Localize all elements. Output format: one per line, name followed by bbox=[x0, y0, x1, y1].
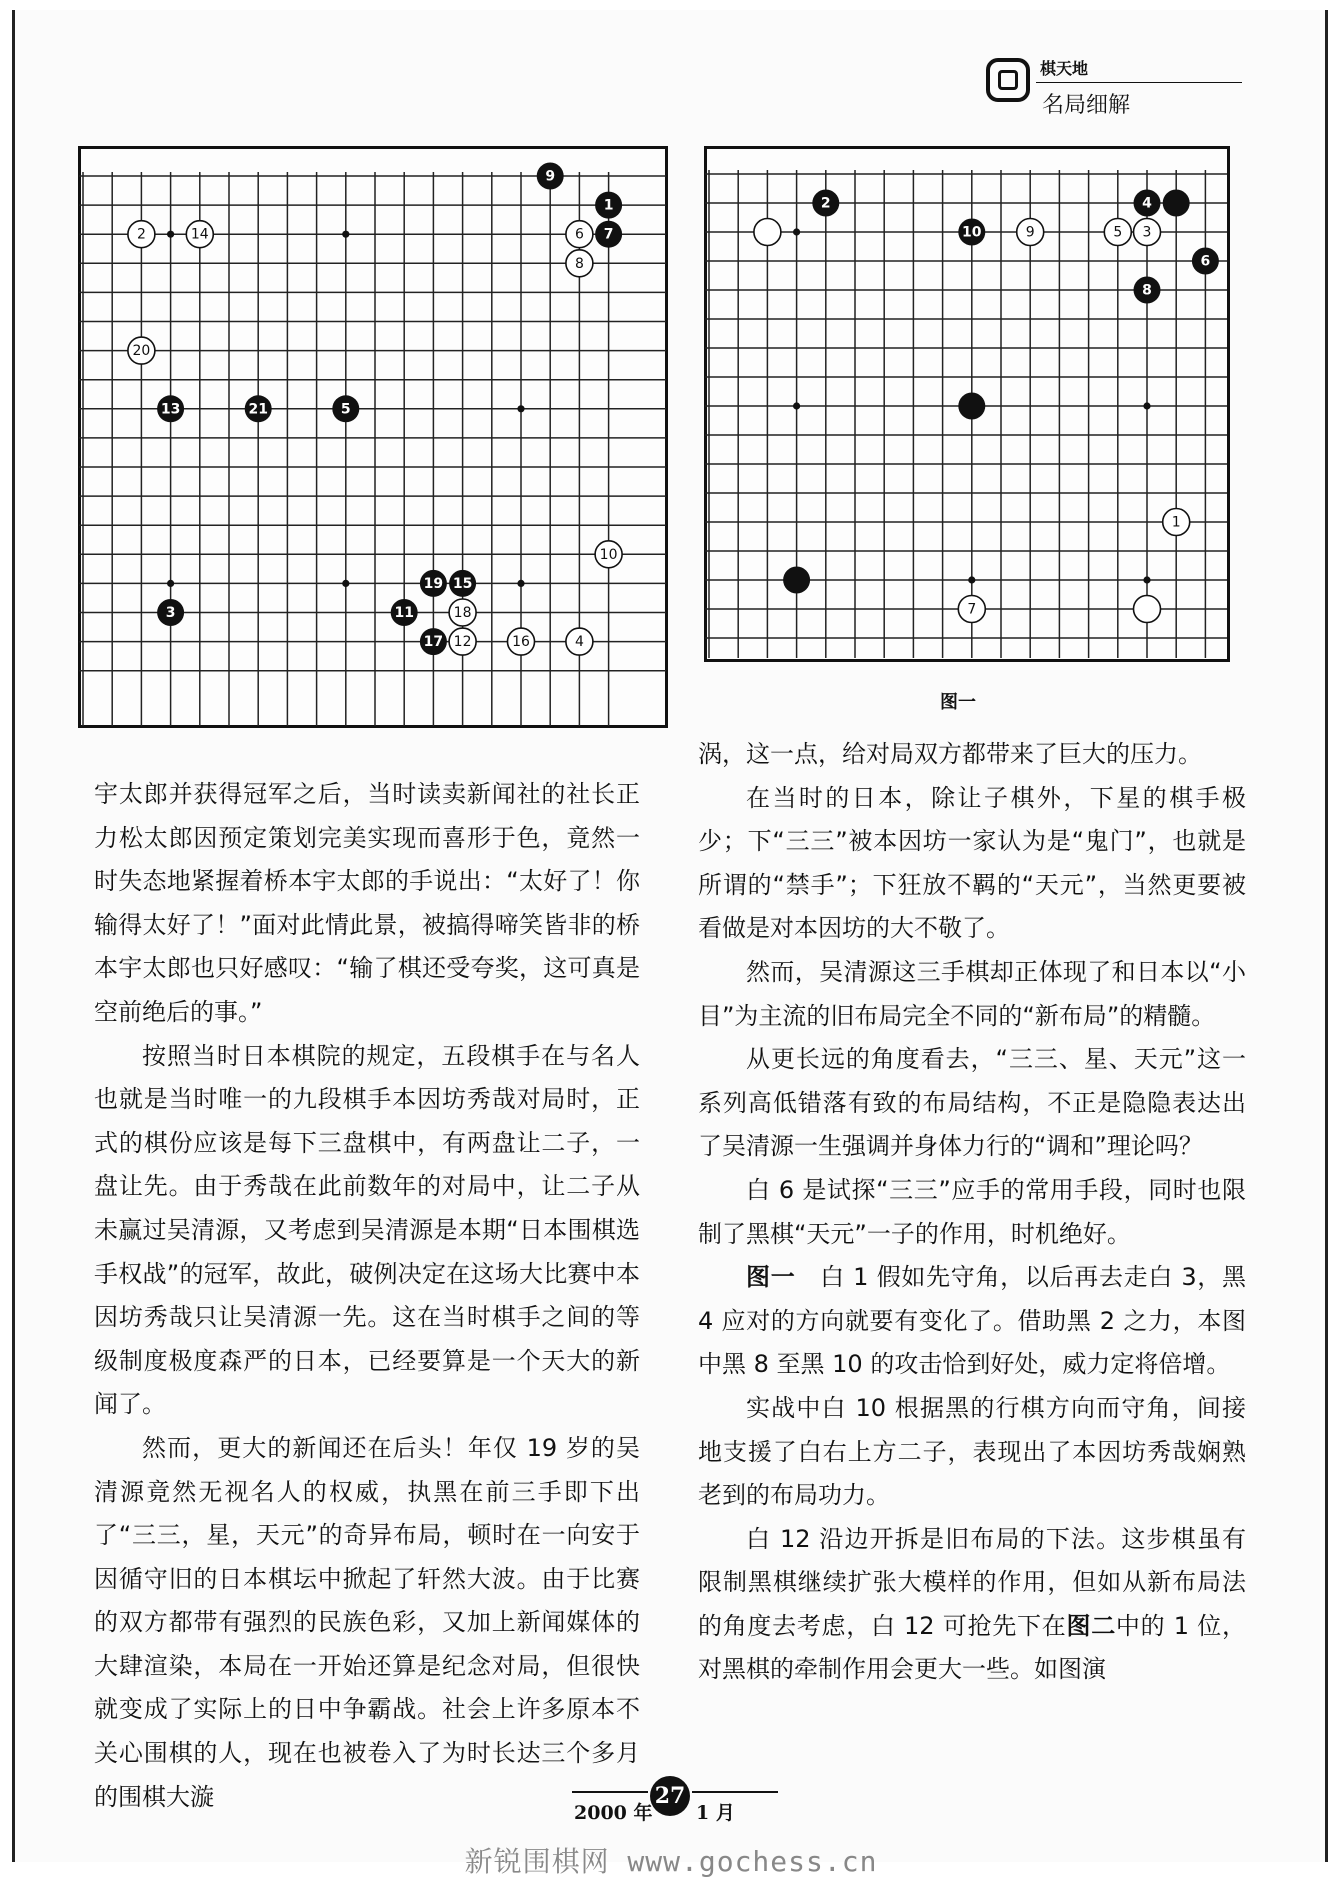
white-stone bbox=[1017, 219, 1044, 246]
move-number: 21 bbox=[248, 401, 268, 418]
figure-reference: 图一 bbox=[746, 1263, 796, 1292]
move-number: 13 bbox=[160, 401, 181, 418]
move-number: 7 bbox=[967, 601, 977, 618]
move-number: 8 bbox=[1142, 282, 1152, 299]
footer-year: 2000 年 bbox=[574, 1802, 653, 1824]
footer-rule-left bbox=[572, 1791, 648, 1793]
star-point bbox=[1143, 402, 1150, 409]
white-stone bbox=[449, 599, 476, 626]
move-number: 7 bbox=[603, 226, 614, 243]
paragraph-text: 白 1 假如先守角，以后再去走白 3，黑 4 应对的方向就要有变化了。借助黑 2 之力，本图中黑 8 至黑 10 的攻击恰到好处，威力定将倍增。 bbox=[698, 1263, 1247, 1379]
move-number: 6 bbox=[1200, 253, 1211, 270]
paragraph: 按照当时日本棋院的规定，五段棋手在与名人也就是当时唯一的九段棋手本因坊秀哉对局时，正式的棋份应该是每下三盘棋中，有两盘让二子，一盘让先。由于秀哉在此前数年的对局中，让二子从未赢过吴清源，又考虑到吴清源是本期“日本围棋选手权战”的冠军，故此，破例决定在这场大比赛中本因坊秀哉只让吴清源一先。这在当时棋手之间的等级制度极度森严的日本，已经要算是一个天大的新闻了。 bbox=[94, 1041, 640, 1419]
white-stone bbox=[186, 221, 213, 248]
black-stone bbox=[1134, 277, 1161, 304]
white-stone bbox=[566, 628, 593, 655]
white-stone bbox=[595, 541, 622, 568]
move-number: 2 bbox=[136, 226, 146, 243]
move-number: 1 bbox=[603, 197, 614, 214]
move-number: 2 bbox=[820, 195, 831, 212]
header-rule bbox=[1036, 82, 1242, 83]
black-stone bbox=[537, 163, 564, 190]
black-stone bbox=[1192, 248, 1219, 275]
star-point bbox=[793, 228, 800, 235]
star-point bbox=[1143, 576, 1150, 583]
star-point bbox=[793, 402, 800, 409]
white-stone bbox=[128, 221, 155, 248]
black-stone bbox=[391, 599, 418, 626]
black-stone bbox=[332, 395, 359, 422]
go-board-diagram-1 bbox=[704, 146, 1230, 662]
move-number: 14 bbox=[190, 226, 209, 243]
move-number: 6 bbox=[574, 226, 584, 243]
paragraph-text: 白 12 沿边开拆是旧布局的下法。这步棋虽有限制黑棋继续扩张大模样的作用，但如从新布局法的角度去考虑，白 12 可抢先下在 bbox=[698, 1524, 1246, 1640]
site-watermark: 新锐围棋网 www.gochess.cn bbox=[464, 1845, 878, 1878]
move-number: 12 bbox=[453, 634, 472, 651]
star-point bbox=[517, 580, 524, 587]
black-stone bbox=[783, 567, 810, 594]
move-number: 4 bbox=[1142, 195, 1152, 212]
black-stone bbox=[157, 599, 184, 626]
figure-caption: 图一 bbox=[940, 692, 976, 713]
white-stone bbox=[1134, 219, 1161, 246]
move-number: 20 bbox=[132, 343, 151, 360]
white-stone bbox=[754, 219, 781, 246]
star-point bbox=[167, 231, 174, 238]
black-stone bbox=[958, 393, 985, 420]
header-brand: 棋天地 bbox=[1040, 59, 1089, 78]
move-number: 19 bbox=[423, 575, 444, 592]
go-board-game-record bbox=[78, 146, 668, 728]
paragraph: 宇太郎并获得冠军之后，当时读卖新闻社的社长正力松太郎因预定策划完美实现而喜形于色，竟然一时失态地紧握着桥本宇太郎的手说出：“太好了！你输得太好了！”面对此情此景，被搞得啼笑皆非的桥本宇太郎也只好感叹：“输了棋还受夸奖，这可真是空前绝后的事。” bbox=[94, 780, 640, 1026]
white-stone bbox=[1134, 596, 1161, 623]
star-point bbox=[342, 231, 349, 238]
black-stone bbox=[1163, 190, 1190, 217]
black-stone bbox=[958, 219, 985, 246]
white-stone bbox=[449, 628, 476, 655]
black-stone bbox=[812, 190, 839, 217]
white-stone bbox=[566, 250, 593, 277]
paragraph bbox=[698, 1256, 1246, 1387]
white-stone bbox=[1104, 219, 1131, 246]
star-point bbox=[342, 580, 349, 587]
move-number: 11 bbox=[394, 605, 414, 621]
move-number: 3 bbox=[1142, 224, 1152, 241]
move-number: 4 bbox=[574, 634, 584, 651]
footer-rule-right bbox=[692, 1791, 778, 1793]
header-section-title: 名局细解 bbox=[1042, 93, 1131, 118]
magazine-logo-icon bbox=[986, 58, 1030, 102]
white-stone bbox=[1163, 509, 1190, 536]
black-stone bbox=[157, 395, 184, 422]
move-number: 10 bbox=[599, 546, 618, 563]
black-stone bbox=[245, 395, 272, 422]
white-stone bbox=[566, 221, 593, 248]
figure-reference: 图二 bbox=[1066, 1611, 1116, 1640]
paragraph: 白 6 是试探“三三”应手的常用手段，同时也限制了黑棋“天元”一子的作用，时机绝好。 bbox=[698, 1175, 1246, 1248]
move-number: 17 bbox=[423, 634, 444, 651]
move-number: 5 bbox=[340, 401, 351, 418]
move-number: 16 bbox=[512, 634, 530, 651]
paragraph: 然而，吴清源这三手棋却正体现了和日本以“小目”为主流的旧布局完全不同的“新布局”的精髓。 bbox=[698, 957, 1246, 1030]
star-point bbox=[517, 405, 524, 412]
paragraph: 从更长远的角度看去，“三三、星、天元”这一系列高低错落有致的布局结构，不正是隐隐表达出了吴清源一生强调并身体力行的“调和”理论吗？ bbox=[698, 1045, 1246, 1161]
move-number: 8 bbox=[574, 255, 584, 272]
move-number: 9 bbox=[1025, 224, 1035, 241]
text-column-right bbox=[698, 733, 1246, 1692]
white-stone bbox=[508, 628, 535, 655]
black-stone bbox=[420, 628, 447, 655]
move-number: 5 bbox=[1113, 224, 1123, 241]
black-stone bbox=[1134, 190, 1161, 217]
black-stone bbox=[595, 192, 622, 219]
black-stone bbox=[595, 221, 622, 248]
page-number-badge: 27 bbox=[650, 1776, 690, 1816]
move-number: 18 bbox=[453, 605, 472, 621]
text-column-left bbox=[94, 773, 640, 1819]
move-number: 15 bbox=[452, 575, 473, 592]
move-number: 9 bbox=[545, 168, 556, 185]
paragraph: 然而，更大的新闻还在后头！年仅 19 岁的吴清源竟然无视名人的权威，执黑在前三手即下出了“三三，星，天元”的奇异布局，顿时在一向安于因循守旧的日本棋坛中掀起了轩然大波。由于比赛的双方都带有强烈的民族色彩，又加上新闻媒体的大肆渲染，本局在一开始还算是纪念对局，但很快就变成了实际上的日中争霸战。社会上许多原本不关心围棋的人，现在也被卷入了为时长达三个多月的围棋大漩 bbox=[94, 1433, 640, 1811]
black-stone bbox=[420, 570, 447, 597]
move-number: 3 bbox=[165, 605, 176, 621]
paragraph: 实战中白 10 根据黑的行棋方向而守角，间接地支援了白右上方二子，表现出了本因坊秀哉娴熟老到的布局功力。 bbox=[698, 1393, 1246, 1510]
footer-month: 1 月 bbox=[696, 1802, 735, 1824]
paragraph-text: 中的 1 位，对黑棋的牵制作用会更大一些。如图演 bbox=[698, 1611, 1247, 1684]
white-stone bbox=[128, 337, 155, 364]
paragraph: 在当时的日本，除让子棋外，下星的棋手极少；下“三三”被本因坊一家认为是“鬼门”，也就是所谓的“禁手”；下狂放不羁的“天元”，当然更要被看做是对本因坊的大不敬了。 bbox=[698, 783, 1246, 943]
white-stone bbox=[958, 596, 985, 623]
move-number: 10 bbox=[962, 224, 982, 241]
paragraph: 涡，这一点，给对局双方都带来了巨大的压力。 bbox=[698, 740, 1202, 768]
star-point bbox=[968, 576, 975, 583]
black-stone bbox=[449, 570, 476, 597]
star-point bbox=[167, 580, 174, 587]
move-number: 1 bbox=[1171, 514, 1181, 531]
paragraph bbox=[698, 1518, 1246, 1692]
